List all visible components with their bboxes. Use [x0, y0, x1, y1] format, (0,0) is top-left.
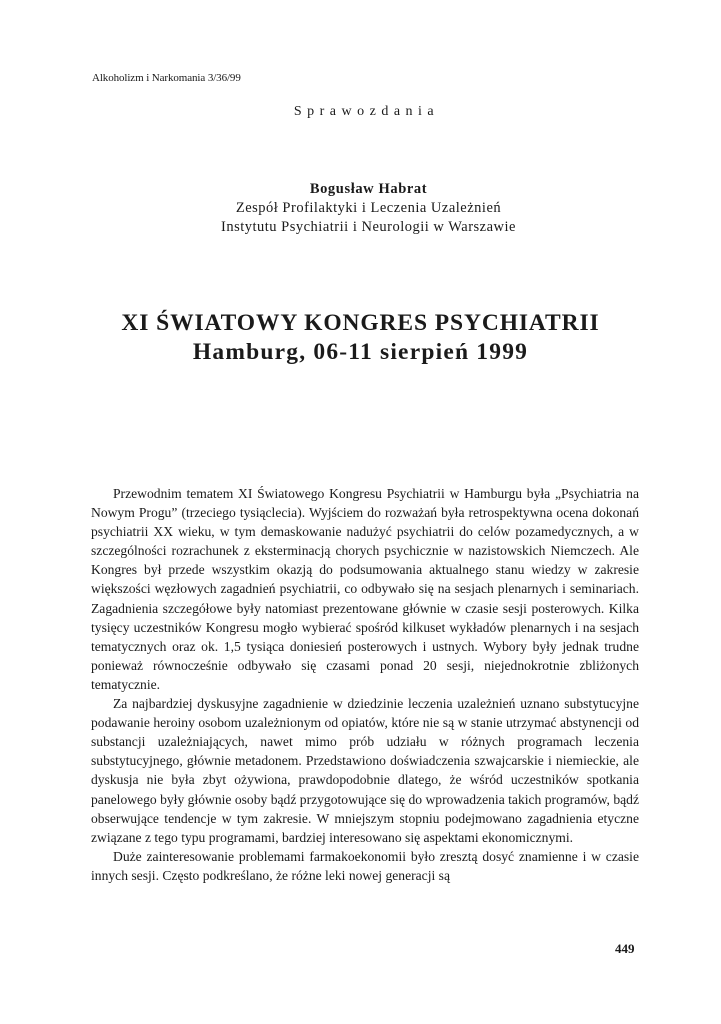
title-line-2: Hamburg, 06-11 sierpień 1999: [192, 339, 529, 365]
page-number: 449: [615, 941, 635, 956]
title-line-1: XI ŚWIATOWY KONGRES PSYCHIATRII: [121, 310, 600, 336]
author-affiliation-1: Zespół Profilaktyki i Leczenia Uzależnień: [235, 200, 502, 216]
author-name: Bogusław Habrat: [309, 181, 428, 197]
section-heading: Sprawozdania: [293, 104, 440, 119]
body-paragraph-1: Przewodnim tematem XI Światowego Kongresu Psychiatrii w Hamburgu była „Psychiatria na Nowym Progu” (trzeciego tysiąclecia). Wyjściem do rozważań była retrospektywna ocena dokonań psychiatrii XX wieku, w tym demaskowanie nadużyć psychiatrii do celów pozamedycznych, a w szczególności rozrachunek z eksterminacją chorych psychicznie w nazistowskich Niemczech. Ale Kongres był przede wszystkim okazją do podsumowania aktualnego stanu wiedzy w zakresie większości węzłowych zagadnień psychiatrii, co odbywało się na sesjach plenarnych i seminariach. Zagadnienia szczegółowe były natomiast prezentowane głównie w czasie sesji posterowych. Kilka tysięcy uczestników Kongresu mogło wybierać spośród kilkuset wykładów plenarnych i na sesjach tematycznych oraz ok. 1,5 tysiąca doniesień posterowych i ustnych. Wybory były jednak trudne ponieważ równocześnie odbywało się czasami ponad 20 sesji, niejednokrotnie zbliżonych tematycznie.: [91, 486, 639, 692]
body-paragraph-2: Za najbardziej dyskusyjne zagadnienie w dziedzinie leczenia uzależnień uznano substytucyjne podawanie heroiny osobom uzależnionym od opiatów, które nie są w stanie utrzymać abstynencji od substancji uzależniających, nawet mimo prób udziału w różnych programach leczenia substytucyjnego, głównie metadonem. Przedstawiono doświadczenia szwajcarskie i niemieckie, ale dyskusja nie była zbyt ożywiona, prawdopodobnie dlatego, że wśród uczestników spotkania panelowego były głównie osoby bądź przygotowujące się do wprowadzenia takich programów, bądź obserwujące tendencje w tym zakresie. W mniejszym stopniu podejmowano zagadnienia etyczne związane z tego typu programami, bardziej interesowano się aspektami ekonomicznymi.: [91, 696, 639, 845]
author-block: [0, 180, 721, 237]
author-affiliation-2: Instytutu Psychiatrii i Neurologii w Warszawie: [220, 219, 516, 235]
body-paragraph-3: Duże zainteresowanie problemami farmakoekonomii było zresztą dosyć znamienne i w czasie innych sesji. Często podkreślano, że różne leki nowej generacji są: [91, 848, 639, 883]
journal-citation: Alkoholizm i Narkomania 3/36/99: [92, 72, 241, 84]
article-body: [91, 484, 639, 885]
article-title: [0, 309, 721, 367]
